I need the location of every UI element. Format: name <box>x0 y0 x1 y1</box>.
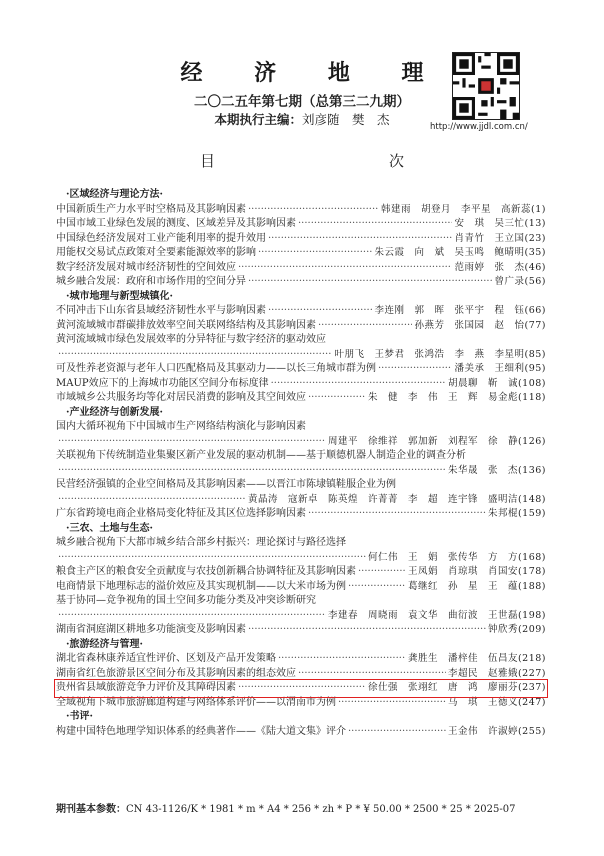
toc-entry[interactable] <box>56 232 546 247</box>
toc-entry-authors-line[interactable] <box>56 609 546 624</box>
article-title: MAUP效应下的上海城市功能区空间分布标度律 <box>56 377 269 389</box>
section-label: ·城市地理与新型城镇化· <box>66 290 173 302</box>
leader-dots <box>248 203 379 218</box>
article-authors: 韩建雨 胡登月 李平星 高新蕊(1) <box>381 203 546 215</box>
toc-entry[interactable] <box>56 377 546 392</box>
toc-entry[interactable] <box>56 725 546 740</box>
article-authors: 孙燕芳 张国园 赵 怡(77) <box>414 319 546 331</box>
article-title: 不同冲击下山东省县域经济韧性水平与影响因素 <box>56 305 266 316</box>
article-authors: 胡晨聊 靳 诚(108) <box>447 377 546 389</box>
article-title: 市域城乡公共服务均等化对居民消费的影响及其空间效应 <box>56 392 306 403</box>
leader-dots <box>271 377 446 392</box>
editor-names: 刘彦随 樊 杰 <box>302 112 390 127</box>
article-authors: 肖青竹 王立国(23) <box>454 232 546 244</box>
params-value: CN 43-1126/K * 1981 * m * A4 * 256 * zh * P * ¥ 50.00 * 2500 * 25 * 2025-07 <box>126 804 516 815</box>
toc-entry[interactable] <box>56 652 546 667</box>
article-authors: 李连刚 郭 晖 张平宇 程 钰(66) <box>374 305 546 316</box>
journal-title: 经 济 地 理 <box>180 60 446 86</box>
toc-entry-authors-line[interactable] <box>56 348 546 363</box>
journal-url[interactable]: http://www.jjdl.com.cn/ <box>430 122 528 132</box>
article-authors: 葛继红 孙 星 王 蕴(188) <box>407 580 546 592</box>
article-title: 湖北省森林康养适宜性评价、区划及产品开发策略 <box>56 653 276 664</box>
toc-entry[interactable] <box>56 623 546 638</box>
toc-entry-title-line[interactable] <box>56 449 546 464</box>
section-label: ·书评· <box>66 711 93 722</box>
toc-entry[interactable] <box>56 304 546 319</box>
article-title: 民营经济强镇的企业空间格局及其影响因素——以晋江市陈埭镇鞋服企业为例 <box>56 479 396 490</box>
toc-entry[interactable] <box>56 362 546 377</box>
toc-section-heading <box>56 638 546 653</box>
article-title: 中国市域工业绿色发展的测度、区域差异及其影响因素 <box>56 218 296 229</box>
article-title: 广东省跨境电商企业格局变化特征及其区位选择影响因素 <box>56 508 306 519</box>
toc-entry[interactable] <box>56 507 546 522</box>
article-title: 黄河流域城市群碳排放效率空间关联网络结构及其影响因素 <box>56 319 316 331</box>
leader-dots <box>278 652 406 667</box>
toc-entry[interactable] <box>56 580 546 595</box>
article-authors: 李建春 周晓雨 袁文华 曲衍波 王世磊(198) <box>327 609 546 621</box>
leader-dots <box>308 507 486 522</box>
article-authors: 李超民 赵雅娥(227) <box>447 667 546 679</box>
toc-entry[interactable] <box>56 696 546 711</box>
article-authors: 何仁伟 王 娟 张传华 方 方(168) <box>367 551 546 563</box>
article-title: 黄河流域城市绿色发展效率的分异特征与数字经济的驱动效应 <box>56 334 326 345</box>
article-authors: 王凤娟 肖琼琪 肖国安(178) <box>407 566 546 577</box>
article-authors: 马 琪 王德义(247) <box>447 696 546 708</box>
article-title: 构建中国特色地理学知识体系的经典著作——《陆大道文集》评介 <box>56 725 346 737</box>
article-title: 可及性养老资源与老年人口匹配格局及其驱动力——以长三角城市群为例 <box>56 363 376 374</box>
toc-entry-title-line[interactable] <box>56 333 546 348</box>
article-title: 粮食主产区的粮食安全贡献度与农技创新耦合协调特征及其影响因素 <box>56 566 356 577</box>
article-authors: 周建平 徐维祥 郭加新 刘程军 徐 静(126) <box>327 435 546 447</box>
toc-entry-authors-line[interactable] <box>56 493 546 508</box>
article-title: 用能权交易试点政策对全要素能源效率的影响 <box>56 247 256 258</box>
article-authors: 叶朋飞 王梦君 张鸿浩 李 燕 李星明(85) <box>334 348 546 360</box>
issue-number: 二〇二五年第七期（总第三二九期） <box>194 94 410 110</box>
article-authors: 潘美承 王细利(95) <box>454 363 546 374</box>
leader-dots <box>298 667 446 682</box>
article-authors: 黄晶涛 寇新卓 陈英煌 许菁菁 李 超 连宇锋 盛明洁(148) <box>247 493 546 505</box>
article-authors: 曾广录(56) <box>494 276 546 287</box>
article-title: 中国新质生产力水平时空格局及其影响因素 <box>56 203 246 215</box>
toc-entry-title-line[interactable] <box>56 420 546 435</box>
leader-dots <box>258 246 372 261</box>
article-authors: 龚胜生 潘梓佳 伍昌友(218) <box>407 653 546 664</box>
toc-section-heading <box>56 522 546 537</box>
article-authors: 朱 健 李 伟 王 辉 易金彪(118) <box>367 392 546 403</box>
leader-dots <box>58 493 246 508</box>
leader-dots <box>268 232 452 247</box>
article-title: 中国绿色经济发展对工业产能利用率的提升效用 <box>56 232 266 244</box>
toc-entry[interactable] <box>56 217 546 232</box>
toc-entry[interactable] <box>56 261 546 276</box>
article-authors: 安 琪 吴三忙(13) <box>454 218 546 229</box>
leader-dots <box>248 275 492 290</box>
article-title: 城乡融合视角下大都市城乡结合部乡村振兴：理论探讨与路径选择 <box>56 537 346 548</box>
leader-dots <box>358 565 406 580</box>
toc-entry[interactable] <box>56 275 546 290</box>
toc-entry[interactable] <box>56 319 546 334</box>
journal-parameters <box>56 800 515 815</box>
article-title: 贵州省县域旅游竞争力评价及其障碍因素 <box>56 682 236 693</box>
toc-entry[interactable] <box>56 391 546 406</box>
leader-dots <box>238 681 366 696</box>
toc-section-heading <box>56 290 546 305</box>
toc-section-heading <box>56 188 546 203</box>
table-of-contents <box>56 188 546 739</box>
article-authors: 徐仕强 张翊红 唐 鸿 廖丽芬(237) <box>367 682 546 693</box>
toc-entry[interactable] <box>56 203 546 218</box>
toc-entry-authors-line[interactable] <box>56 435 546 450</box>
toc-entry[interactable] <box>56 667 546 682</box>
leader-dots <box>268 304 372 319</box>
toc-entry[interactable] <box>56 565 546 580</box>
leader-dots <box>238 261 452 276</box>
leader-dots <box>58 609 326 624</box>
toc-entry-highlighted[interactable] <box>56 681 546 696</box>
leader-dots <box>348 725 446 740</box>
article-title: 关联视角下传统制造业集聚区新产业发展的驱动机制——基于顺德机器人制造企业的调查分析 <box>56 450 466 461</box>
article-title: 电商情景下地理标志的溢价效应及其实现机制——以大米市场为例 <box>56 580 346 592</box>
article-title: 城乡融合发展：政府和市场作用的空间分异 <box>56 276 246 287</box>
toc-entry-authors-line[interactable] <box>56 464 546 479</box>
leader-dots <box>58 464 446 479</box>
toc-entry-title-line[interactable] <box>56 536 546 551</box>
editor-label: 本期执行主编： <box>214 112 302 127</box>
section-label: ·旅游经济与管理· <box>66 638 143 650</box>
leader-dots <box>248 623 486 638</box>
qr-code-icon <box>452 52 520 120</box>
leader-dots <box>58 551 366 566</box>
toc-title: 目 次 <box>199 152 452 170</box>
article-title: 国内大循环视角下中国城市生产网络结构演化与影响因素 <box>56 421 306 432</box>
article-authors: 朱云霞 向 斌 吴玉鸣 鲍晴明(35) <box>374 247 546 258</box>
toc-entry-authors-line[interactable] <box>56 551 546 566</box>
article-title: 湖南省红色旅游景区空间分布及其影响因素的组态效应 <box>56 667 296 679</box>
leader-dots <box>58 348 332 363</box>
section-label: ·三农、土地与生态· <box>66 522 153 534</box>
article-authors: 范雨婷 张 杰(46) <box>454 261 546 273</box>
toc-entry-title-line[interactable] <box>56 594 546 609</box>
toc-entry-title-line[interactable] <box>56 478 546 493</box>
leader-dots <box>338 696 446 711</box>
leader-dots <box>348 580 406 595</box>
toc-section-heading <box>56 710 546 725</box>
section-label: ·产业经济与创新发展· <box>66 406 163 418</box>
article-authors: 朱华晟 张 杰(136) <box>447 464 546 476</box>
article-authors: 钟欣秀(209) <box>487 624 546 635</box>
article-title: 湖南省洞庭湖区耕地多功能演变及影响因素 <box>56 624 246 635</box>
leader-dots <box>378 362 452 377</box>
section-label: ·区域经济与理论方法· <box>66 189 163 200</box>
article-authors: 王金伟 许淑婷(255) <box>447 725 546 737</box>
params-label: 期刊基本参数： <box>56 804 126 815</box>
leader-dots <box>298 217 452 232</box>
article-authors: 朱邦棍(159) <box>487 508 546 519</box>
leader-dots <box>308 391 366 406</box>
article-title: 数字经济发展对城市经济韧性的空间效应 <box>56 261 236 273</box>
article-title: 基于协同—竞争视角的国土空间多功能分类及冲突诊断研究 <box>56 595 316 606</box>
leader-dots <box>318 319 412 334</box>
leader-dots <box>58 435 326 450</box>
toc-section-heading <box>56 406 546 421</box>
article-title: 全域视角下城市旅游廊道构建与网络体系评价——以渭南市为例 <box>56 696 336 708</box>
toc-entry[interactable] <box>56 246 546 261</box>
